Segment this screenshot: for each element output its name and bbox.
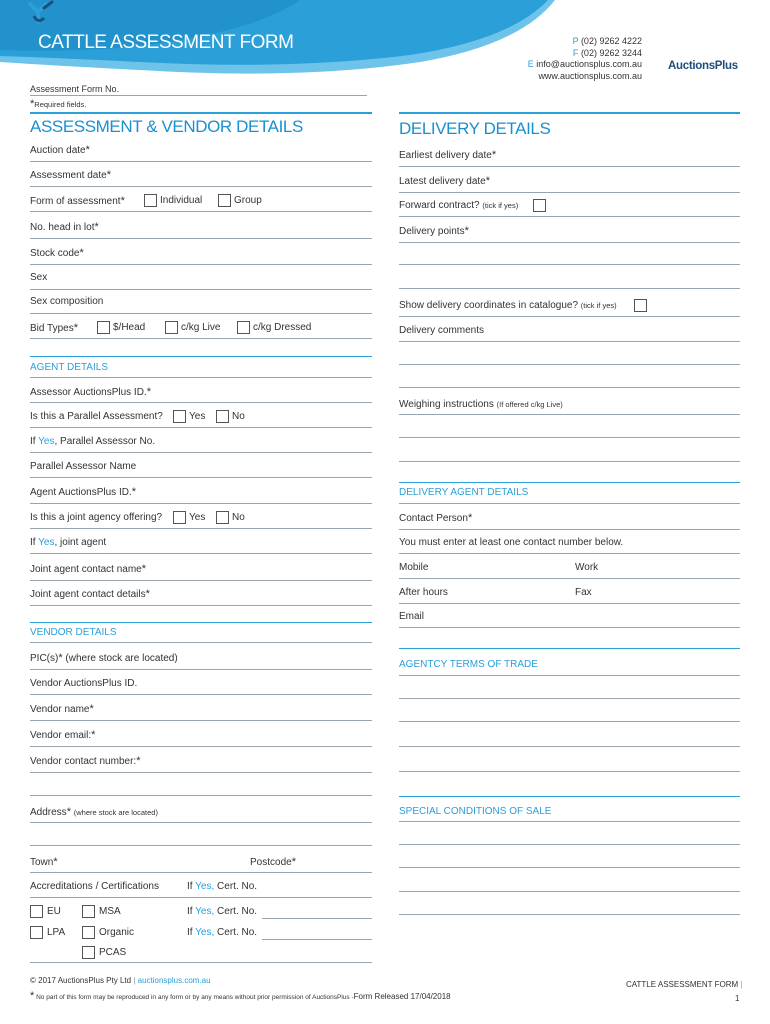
parallel-assessor-no-label: If Yes, Parallel Assessor No.	[30, 436, 156, 447]
sex-composition-field[interactable]	[30, 313, 372, 314]
email-label: Email	[399, 611, 425, 622]
delivery-comments-label: Delivery comments	[399, 325, 485, 336]
pcas-label: PCAS	[99, 947, 127, 958]
contact-email: info@auctionsplus.com.au	[536, 59, 642, 69]
address-field-1[interactable]	[30, 822, 372, 823]
parallel-assessor-name-field[interactable]	[30, 477, 372, 478]
delivery-agent-rule	[399, 482, 740, 483]
mobile-work-field[interactable]	[399, 578, 740, 579]
vendor-name-field[interactable]	[30, 720, 372, 721]
terms-field-3[interactable]	[399, 721, 740, 722]
parallel-question: Is this a Parallel Assessment?	[30, 411, 163, 422]
terms-field-4[interactable]	[399, 746, 740, 747]
must-enter-rule	[399, 553, 740, 554]
agent-rule	[30, 356, 372, 357]
assessment-heading: ASSESSMENT & VENDOR DETAILS	[30, 117, 303, 136]
individual-label: Individual	[160, 195, 203, 206]
eu-label: EU	[47, 906, 61, 917]
delivery-points-label: Delivery points*	[399, 225, 469, 237]
joint-contact-name-label: Joint agent contact name*	[30, 563, 147, 575]
joint-contact-details-field[interactable]	[30, 605, 372, 606]
head-in-lot-label: No. head in lot*	[30, 221, 99, 233]
parallel-yes-checkbox[interactable]	[173, 410, 186, 423]
after-hours-fax-field[interactable]	[399, 603, 740, 604]
footer-copyright: © 2017 AuctionsPlus Pty Ltd | auctionsplus.com.au	[30, 976, 211, 985]
required-note: *Required fields.	[30, 98, 87, 110]
form-no-field[interactable]	[30, 95, 367, 96]
show-coords-checkbox[interactable]	[634, 299, 647, 312]
joint-rule	[30, 528, 372, 529]
fax-key: F	[572, 47, 579, 58]
special-heading: SPECIAL CONDITIONS OF SALE	[399, 806, 552, 817]
bid-ckg-dressed-checkbox[interactable]	[237, 321, 250, 334]
bid-ckg-live-label: c/kg Live	[181, 322, 221, 333]
after-hours-label: After hours	[399, 587, 448, 598]
contact-block	[528, 36, 642, 82]
lpa-label: LPA	[47, 927, 66, 938]
logo-wordmark: AuctionsPlus	[668, 60, 738, 72]
delivery-points-field-3[interactable]	[399, 288, 740, 289]
pics-label: PIC(s)* (where stock are located)	[30, 652, 178, 664]
lpa-checkbox[interactable]	[30, 926, 43, 939]
organic-checkbox[interactable]	[82, 926, 95, 939]
form-title: CATTLE ASSESSMENT FORM	[38, 32, 294, 53]
stock-code-label: Stock code*	[30, 247, 84, 259]
latest-delivery-field[interactable]	[399, 192, 740, 193]
terms-field-2[interactable]	[399, 698, 740, 699]
special-field-3[interactable]	[399, 867, 740, 868]
auction-date-field[interactable]	[30, 161, 372, 162]
msa-cert-label: If Yes, Cert. No.	[187, 906, 258, 917]
joint-contact-details-label: Joint agent contact details*	[30, 588, 150, 600]
vendor-id-label: Vendor AuctionsPlus ID.	[30, 678, 138, 689]
delivery-rule	[399, 112, 740, 114]
fax-number: (02) 9262 3244	[580, 47, 642, 58]
organic-label: Organic	[99, 927, 135, 938]
phone-key: P	[572, 36, 579, 46]
bid-ckg-dressed-label: c/kg Dressed	[253, 322, 312, 333]
delivery-comments-field-1[interactable]	[399, 341, 740, 342]
must-enter-note: You must enter at least one contact number below.	[399, 537, 624, 548]
agent-id-field[interactable]	[30, 503, 372, 504]
vendor-email-label: Vendor email:*	[30, 729, 96, 741]
delivery-points-field-2[interactable]	[399, 264, 740, 265]
delivery-agent-heading: DELIVERY AGENT DETAILS	[399, 487, 529, 498]
agent-heading: AGENT DETAILS	[30, 362, 108, 373]
accreditations-cert-label: If Yes, Cert. No.	[187, 881, 258, 892]
eu-checkbox[interactable]	[30, 905, 43, 918]
assessment-rule	[30, 112, 372, 114]
contact-person-label: Contact Person*	[399, 512, 473, 524]
individual-checkbox[interactable]	[144, 194, 157, 207]
show-coords-rule	[399, 316, 740, 317]
agent-id-label: Agent AuctionsPlus ID.*	[30, 486, 137, 498]
bid-types-label: Bid Types*	[30, 322, 79, 334]
vendor-contact-field[interactable]	[30, 772, 372, 773]
auctionsplus-logo-icon	[0, 0, 80, 40]
vendor-heading: VENDOR DETAILS	[30, 627, 117, 638]
footer-notice: * No part of this form may be reproduced in any form or by any means without prior permission of AuctionsPlus -Form Released 17/04/2018	[30, 990, 451, 1002]
stock-code-field[interactable]	[30, 264, 372, 265]
agent-heading-rule	[30, 377, 372, 378]
vendor-id-field[interactable]	[30, 694, 372, 695]
sex-field[interactable]	[30, 289, 372, 290]
parallel-yes-label: Yes	[189, 411, 206, 422]
delivery-points-field-1[interactable]	[399, 242, 740, 243]
weighing-field-1[interactable]	[399, 414, 740, 415]
weighing-field-3[interactable]	[399, 461, 740, 462]
joint-agent-field[interactable]	[30, 553, 372, 554]
bid-shead-checkbox[interactable]	[97, 321, 110, 334]
earliest-delivery-field[interactable]	[399, 166, 740, 167]
contact-website: www.auctionsplus.com.au	[538, 70, 642, 81]
forward-contract-checkbox[interactable]	[533, 199, 546, 212]
footer-site-link[interactable]: auctionsplus.com.au	[137, 976, 211, 985]
auction-date-label: Auction date*	[30, 144, 90, 156]
parallel-no-checkbox[interactable]	[216, 410, 229, 423]
terms-heading: AGENTCY TERMS OF TRADE	[399, 659, 538, 670]
special-rule	[399, 796, 740, 797]
delivery-heading: DELIVERY DETAILS	[399, 119, 551, 138]
delivery-agent-heading-rule	[399, 503, 740, 504]
joint-question: Is this a joint agency offering?	[30, 512, 163, 523]
pics-field[interactable]	[30, 669, 372, 670]
joint-yes-checkbox[interactable]	[173, 511, 186, 524]
vendor-email-field[interactable]	[30, 746, 372, 747]
terms-field-5[interactable]	[399, 771, 740, 772]
fax-label: Fax	[575, 587, 592, 598]
vendor-contact-field-2[interactable]	[30, 795, 372, 796]
joint-no-checkbox[interactable]	[216, 511, 229, 524]
latest-delivery-label: Latest delivery date*	[399, 175, 490, 187]
terms-field-1[interactable]	[399, 675, 740, 676]
accreditations-label: Accreditations / Certifications	[30, 881, 159, 892]
organic-cert-field[interactable]	[262, 939, 372, 940]
address-field-2[interactable]	[30, 845, 372, 846]
weighing-label: Weighing instructions (If offered c/kg Live)	[399, 399, 563, 410]
joint-yes-label: Yes	[189, 512, 206, 523]
msa-label: MSA	[99, 906, 121, 917]
form-no-label: Assessment Form No.	[30, 84, 120, 94]
bid-ckg-live-checkbox[interactable]	[165, 321, 178, 334]
terms-rule	[399, 648, 740, 649]
address-label: Address* (where stock are located)	[30, 806, 158, 818]
special-field-2[interactable]	[399, 844, 740, 845]
form-of-assessment-rule	[30, 211, 372, 212]
head-in-lot-field[interactable]	[30, 238, 372, 239]
special-field-1[interactable]	[399, 821, 740, 822]
show-coords-label: Show delivery coordinates in catalogue? (tick if yes)	[399, 300, 617, 311]
assessment-date-label: Assessment date*	[30, 169, 111, 181]
joint-agent-label: If Yes, joint agent	[30, 537, 107, 548]
sex-label: Sex	[30, 272, 48, 283]
forward-contract-rule	[399, 216, 740, 217]
joint-no-label: No	[232, 512, 245, 523]
delivery-comments-field-3[interactable]	[399, 387, 740, 388]
vendor-heading-rule	[30, 642, 372, 643]
page-number: 1	[735, 994, 740, 1003]
parallel-assessor-name-label: Parallel Assessor Name	[30, 461, 137, 472]
special-field-4[interactable]	[399, 891, 740, 892]
delivery-comments-field-2[interactable]	[399, 364, 740, 365]
parallel-rule	[30, 427, 372, 428]
group-checkbox[interactable]	[218, 194, 231, 207]
contact-person-field[interactable]	[399, 529, 740, 530]
vendor-name-label: Vendor name*	[30, 703, 94, 715]
postcode-label: Postcode*	[250, 856, 296, 868]
email-field[interactable]	[399, 627, 740, 628]
assessor-id-label: Assessor AuctionsPlus ID.*	[30, 386, 151, 398]
special-field-5[interactable]	[399, 914, 740, 915]
earliest-delivery-label: Earliest delivery date*	[399, 149, 497, 161]
vendor-rule	[30, 622, 372, 623]
forward-contract-label: Forward contract? (tick if yes)	[399, 200, 519, 211]
parallel-no-label: No	[232, 411, 245, 422]
mobile-label: Mobile	[399, 562, 429, 573]
work-label: Work	[575, 562, 599, 573]
joint-contact-name-field[interactable]	[30, 580, 372, 581]
assessment-date-field[interactable]	[30, 186, 372, 187]
msa-checkbox[interactable]	[82, 905, 95, 918]
assessor-id-field[interactable]	[30, 402, 372, 403]
form-of-assessment-label: Form of assessment*	[30, 195, 125, 207]
organic-cert-label: If Yes, Cert. No.	[187, 927, 258, 938]
footer-form-name: CATTLE ASSESSMENT FORM |	[626, 980, 743, 989]
phone-number: (02) 9262 4222	[580, 36, 642, 46]
group-label: Group	[234, 195, 262, 206]
vendor-contact-label: Vendor contact number:*	[30, 755, 141, 767]
parallel-assessor-no-field[interactable]	[30, 452, 372, 453]
email-key: E	[527, 59, 534, 69]
sex-composition-label: Sex composition	[30, 296, 104, 307]
pcas-checkbox[interactable]	[82, 946, 95, 959]
pcas-rule	[30, 962, 372, 963]
town-postcode-field[interactable]	[30, 872, 372, 873]
bid-types-rule	[30, 338, 372, 339]
weighing-field-2[interactable]	[399, 437, 740, 438]
msa-cert-field[interactable]	[262, 918, 372, 919]
town-label: Town*	[30, 856, 58, 868]
bid-shead-label: $/Head	[113, 322, 146, 333]
accreditations-rule	[30, 897, 372, 898]
